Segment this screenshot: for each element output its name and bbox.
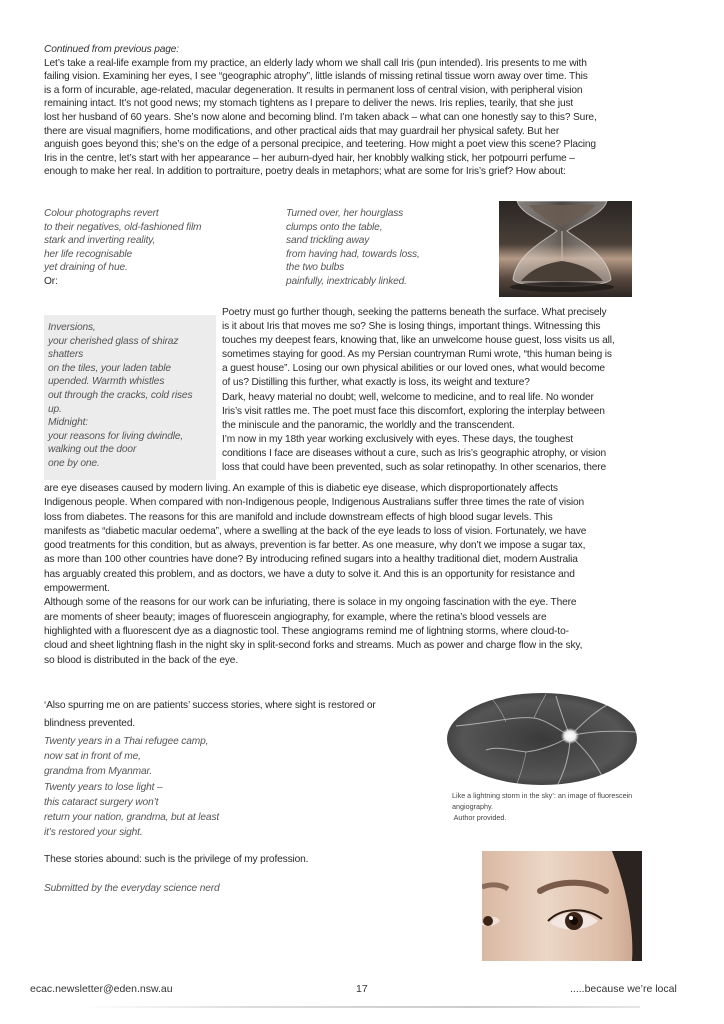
text-line: the miniscule and the panoramic, the worldly and the transcendent. (222, 419, 515, 431)
poem-line: grandma from Myanmar. (44, 766, 153, 778)
poem-line: Twenty years to lose light – (44, 781, 163, 793)
poem-line: to their negatives, old-fashioned film (44, 221, 202, 233)
text-line: anguish goes beyond this; she’s on the edge of a personal precipice, and teetering. How might a poet view this scene? Placing (44, 139, 596, 151)
poem-line: one by one. (48, 457, 100, 469)
poem-line: now sat in front of me, (44, 751, 141, 763)
poem-line: walking out the door (48, 444, 137, 456)
or-label: Or: (44, 275, 58, 287)
angiography-image (446, 692, 638, 786)
text-line: failing vision. Examining her eyes, I see “geographic atrophy”, little islands of missing retinal tissue worn away over time. This (44, 71, 588, 83)
text-line: touches my deepest fears, knowing that, like an unwelcome house guest, loss visits us all, (222, 335, 615, 347)
page-footer (0, 983, 724, 1003)
text-line: lost her husband of 60 years. She’s now alone and becoming blind. I’m taken aback – what can one honestly say to this? Sure, (44, 111, 597, 123)
quote-intro (44, 697, 434, 733)
poem-line: it’s restored your sight. (44, 827, 143, 839)
text-line: Iris in the centre, let’s start with her appearance – her auburn-dyed hair, her knobbly walking stick, her potpourri perfume – (44, 152, 575, 164)
text-line: of us? Distilling this further, what exactly is loss, its weight and texture? (222, 377, 530, 389)
poem-line: sand trickling away (286, 235, 370, 247)
wrapped-body-text (222, 306, 710, 475)
text-line: is it about Iris that moves me so? She is losing things, important things. Witnessing this (222, 321, 601, 333)
text-line: is a form of incurable, age-related, macular degeneration. It results in permanent loss of central vision, with peripheral vision (44, 84, 583, 96)
intro-section (44, 43, 704, 179)
caption-credit: Author provided. (452, 813, 507, 822)
text-line: are moments of sheer beauty; images of fluorescein angiography, for example, where the retina’s blood vessels are (44, 611, 547, 623)
text-line: manifests as “diabetic macular oedema”, where a swelling at the back of the eye leads to loss of vision. Fortunately, we have (44, 525, 587, 537)
poem-line: stark and inverting reality, (44, 235, 156, 247)
page-number: 17 (356, 983, 368, 995)
caption-line: Like a lightning storm in the sky’: an image of fluorescein (452, 791, 633, 800)
text-line: enough to make her real. In addition to portraiture, poetry deals in metaphors; what are some for Iris’s grief? How about: (44, 166, 566, 178)
author-signoff: Submitted by the everyday science nerd (44, 883, 220, 894)
text-line: a guest house”. Losing our own physical abilities or our loved ones, what would become (222, 363, 605, 375)
text-line: highlighted with a fluorescent dye as a diagnostic tool. These angiograms remind me of lightning storms, where cloud-to- (44, 625, 569, 637)
poem-refugee-grandma (44, 734, 344, 840)
text-line: are eye diseases caused by modern living. An example of this is diabetic eye disease, which disproportionately affects (44, 483, 558, 494)
text-line: has arguably created this problem, and as doctors, we have a duty to solve it. And this is an opportunity for resistance and (44, 568, 575, 580)
poem-line: upended. Warmth whistles (48, 376, 165, 388)
poem-line: this cataract surgery won’t (44, 796, 159, 808)
continued-note: Continued from previous page: (44, 44, 179, 55)
eye-closeup-image (482, 851, 642, 961)
text-line: loss from diabetes. The reasons for this are manifold and include downstream effects of high blood sugar levels. This (44, 511, 553, 523)
poem-hourglass (286, 207, 486, 289)
closing-sentence: These stories abound: such is the privilege of my profession. (44, 854, 309, 865)
text-line: so blood is distributed in the back of the eye. (44, 654, 238, 666)
text-line: conditions I face are diseases without a cure, such as Iris’s geographic atrophy, or vision (222, 447, 607, 459)
hourglass-photo (499, 201, 632, 297)
text-line: loss that could have been prevented, such as solar retinopathy. In other scenarios, there (222, 462, 607, 474)
text-line: there are visual magnifiers, home modifications, and other practical aids that may guardrail her physical safety. But her (44, 125, 560, 137)
poem-line: your cherished glass of shiraz (48, 335, 179, 347)
caption-line: angiography. (452, 802, 494, 811)
text-line: good treatments for this condition, but as always, prevention is far better. As one measure, why don’t we impose a sugar tax, (44, 540, 586, 552)
pull-quote-box (44, 315, 216, 480)
body-text (44, 482, 714, 668)
intro-paragraph (44, 57, 704, 179)
text-line: I’m now in my 18th year working exclusively with eyes. These days, the toughest (222, 433, 573, 445)
image-caption (452, 790, 662, 823)
poem-line: the two bulbs (286, 262, 345, 274)
poem-line: your reasons for living dwindle, (48, 430, 184, 442)
text-line: ‘Also spurring me on are patients’ success stories, where sight is restored or (44, 700, 376, 711)
text-line: cloud and sheet lightning flash in the night sky in split-second forks and streams. Much as power and charge flow in the sky, (44, 640, 583, 652)
poem-line: Twenty years in a Thai refugee camp, (44, 736, 209, 747)
hourglass-image (499, 201, 632, 297)
poem-line: clumps onto the table, (286, 221, 383, 233)
poem-colour-photographs (44, 207, 264, 289)
text-line: Dark, heavy material no doubt; well, welcome to medicine, and to real life. No wonder (222, 391, 594, 403)
poem-line: up. (48, 403, 62, 415)
poem-line: Colour photographs revert (44, 208, 159, 219)
poem-line: Turned over, her hourglass (286, 208, 404, 219)
poem-line: Inversions, (48, 322, 96, 333)
text-line: Poetry must go further though, seeking the patterns beneath the surface. What precisely (222, 307, 607, 318)
angiography-photo (446, 692, 638, 786)
text-line: sometimes staying for good. As my Persian countryman Rumi wrote, “this human being is (222, 349, 612, 361)
poem-line: out through the cracks, cold rises (48, 389, 193, 401)
poem-line: from having had, towards loss, (286, 248, 420, 260)
text-line: blindness prevented. (44, 718, 136, 729)
text-line: Although some of the reasons for our work can be infuriating, there is solace in my ongoing fascination with the eye. There (44, 597, 577, 609)
poem-line: painfully, inextricably linked. (286, 275, 407, 287)
text-line: remaining intact. It’s not good news; my stomach tightens as I prepare to deliver the news. Iris replies, tearily, that she just (44, 98, 574, 110)
poem-line: return your nation, grandma, but at least (44, 812, 220, 824)
poem-line: her life recognisable (44, 248, 133, 260)
text-line: empowerment. (44, 583, 110, 595)
poem-line: on the tiles, your laden table (48, 362, 171, 374)
poem-line: Midnight: (48, 417, 88, 429)
text-line: as more than 100 other countries have done? By introducing refined sugars into a healthy traditional diet, modern Australia (44, 554, 578, 566)
text-line: Let’s take a real-life example from my practice, an elderly lady whom we shall call Iris (pun intended). Iris presents to me with (44, 57, 587, 69)
text-line: Iris’s visit rattles me. The poet must face this discomfort, exploring the interplay between (222, 405, 605, 417)
poem-line: shatters (48, 349, 84, 361)
text-line: Indigenous people. When compared with non-Indigenous people, Indigenous Australians suffer three times the rate of vision (44, 497, 585, 509)
footer-tagline: .....because we’re local (570, 983, 677, 995)
footer-email-link[interactable]: ecac.newsletter@eden.nsw.au (30, 983, 173, 995)
eye-closeup-photo (482, 851, 642, 961)
footer-divider (80, 1006, 640, 1008)
poem-line: yet draining of hue. (44, 262, 128, 274)
